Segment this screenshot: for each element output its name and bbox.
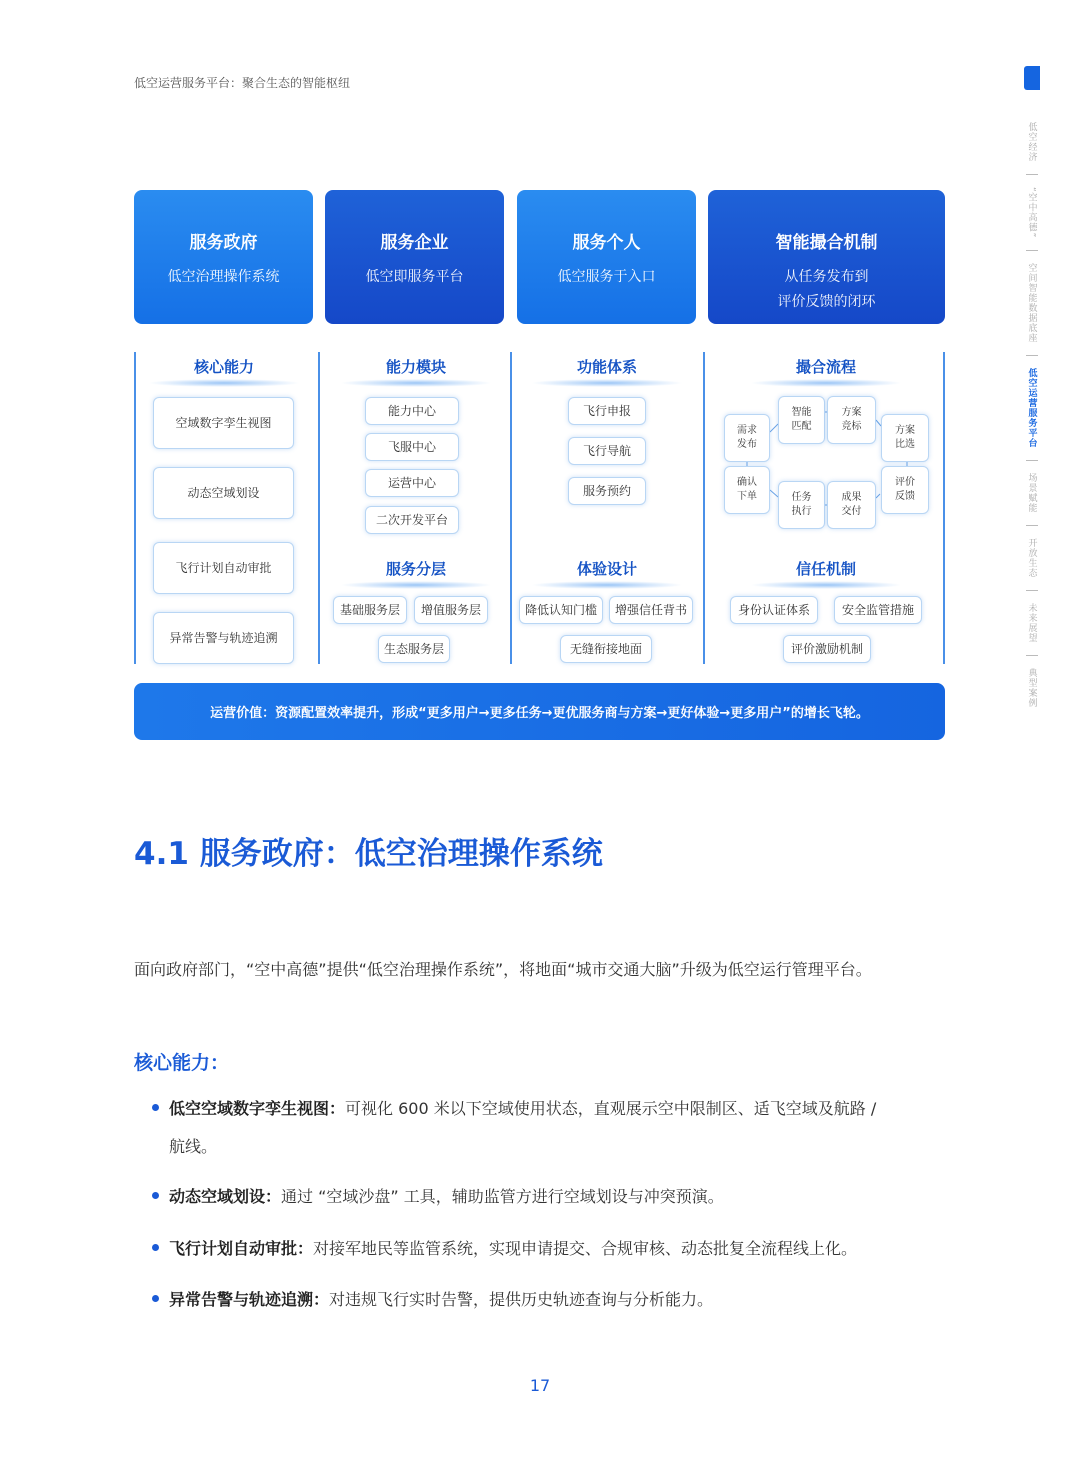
bullet-dot (152, 1295, 159, 1302)
module-box: 二次开发平台 (365, 506, 459, 534)
flow-step: 需求 发布 (724, 414, 770, 462)
section-heading-experience: 体验设计 (531, 558, 683, 589)
flow-step: 方案 比选 (881, 414, 929, 462)
card-subtitle: 低空即服务平台 (365, 269, 464, 285)
card-subtitle-2: 评价反馈的闭环 (777, 294, 876, 310)
bullet-text: 对违规飞行实时告警，提供历史轨迹查询与分析能力。 (329, 1290, 714, 1309)
section-title: 4.1 服务政府：低空治理操作系统 (134, 836, 603, 872)
layer-box: 基础服务层 (333, 596, 407, 624)
sidenav-item[interactable]: “空中高德” (1026, 187, 1037, 239)
trust-box: 身份认证体系 (730, 596, 818, 624)
card-subtitle: 从任务发布到 (784, 269, 869, 285)
bullet-continuation: 航线。 (169, 1137, 218, 1156)
bullet-key: 异常告警与轨迹追溯： (169, 1290, 330, 1309)
flow-step: 成果 交付 (827, 481, 876, 529)
bullet-item (152, 1178, 952, 1216)
capability-box: 动态空域划设 (153, 467, 294, 519)
function-box: 飞行申报 (568, 397, 646, 425)
layer-box: 增值服务层 (414, 596, 488, 624)
value-banner: 运营价值：资源配置效率提升，形成“更多用户→更多任务→更优服务商与方案→更好体验→更多用户”的增长飞轮。 (134, 683, 945, 740)
flow-step: 确认 下单 (724, 466, 770, 514)
card-title: 服务企业 (380, 233, 449, 253)
card-subtitle: 低空治理操作系统 (167, 269, 280, 285)
bullet-text: 对接军地民等监管系统，实现申请提交、合规审核、动态批复全流程线上化。 (313, 1239, 858, 1258)
sidenav-item[interactable]: 低空经济 (1026, 122, 1037, 162)
section-heading-layers: 服务分层 (340, 558, 492, 589)
capability-box: 异常告警与轨迹追溯 (153, 612, 294, 664)
capability-box: 飞行计划自动审批 (153, 542, 294, 594)
card-title: 智能撮合机制 (775, 233, 878, 253)
trust-box: 安全监管措施 (834, 596, 922, 624)
experience-box: 降低认知门槛 (519, 596, 603, 624)
bullet-item (152, 1230, 952, 1268)
bullet-dot (152, 1104, 159, 1111)
bullet-item (152, 1090, 952, 1166)
function-box: 飞行导航 (568, 437, 646, 465)
card-title: 服务个人 (572, 233, 641, 253)
function-box: 服务预约 (568, 477, 646, 505)
section-heading-core: 核心能力 (148, 356, 300, 387)
sidenav-item[interactable]: 空间智能数据底座 (1026, 263, 1037, 344)
bullet-text: 可视化 600 米以下空域使用状态，直观展示空中限制区、适飞空域及航路 / (345, 1099, 877, 1118)
bullet-key: 低空空域数字孪生视图： (169, 1099, 346, 1118)
bullet-dot (152, 1192, 159, 1199)
sidenav-item[interactable]: 开放生态 (1026, 538, 1037, 579)
module-box: 飞服中心 (365, 433, 459, 461)
module-box: 能力中心 (365, 397, 459, 425)
section-heading-functions: 功能体系 (531, 356, 683, 387)
running-header: 低空运营服务平台：聚合生态的智能枢纽 (134, 76, 351, 90)
trust-box: 评价激励机制 (783, 635, 871, 663)
intro-paragraph: 面向政府部门，“空中高德”提供“低空治理操作系统”，将地面“城市交通大脑”升级为低空运行管理平台。 (134, 960, 872, 979)
flow-step: 评价 反馈 (881, 466, 929, 514)
bullet-text: 通过 “空域沙盘” 工具，辅助监管方进行空域划设与冲突预演。 (281, 1187, 724, 1206)
layer-box: 生态服务层 (378, 635, 450, 663)
bullet-dot (152, 1244, 159, 1251)
card-subtitle: 低空服务于入口 (557, 269, 656, 285)
sidenav-item-active[interactable]: 低空运营服务平台 (1026, 368, 1037, 449)
core-heading: 核心能力： (134, 1052, 230, 1074)
bullet-key: 飞行计划自动审批： (169, 1239, 314, 1258)
flow-step: 智能 匹配 (778, 396, 825, 444)
section-heading-modules: 能力模块 (340, 356, 492, 387)
section-heading-flow: 撮合流程 (750, 356, 902, 387)
flow-step: 方案 竞标 (827, 396, 876, 444)
sidenav-item[interactable]: 未来展望 (1026, 603, 1037, 644)
section-heading-trust: 信任机制 (750, 558, 902, 589)
experience-box: 增强信任背书 (609, 596, 693, 624)
module-box: 运营中心 (365, 469, 459, 497)
bullet-item (152, 1281, 952, 1319)
sidenav-item[interactable]: 场景赋能 (1026, 473, 1037, 514)
bullet-key: 动态空域划设： (169, 1187, 282, 1206)
experience-box: 无缝衔接地面 (560, 635, 652, 663)
capability-box: 空域数字孪生视图 (153, 397, 294, 449)
sidenav-item[interactable]: 典型案例 (1026, 668, 1037, 709)
card-title: 服务政府 (189, 233, 258, 253)
page-number: 17 (529, 1376, 551, 1395)
flow-step: 任务 执行 (778, 481, 825, 529)
